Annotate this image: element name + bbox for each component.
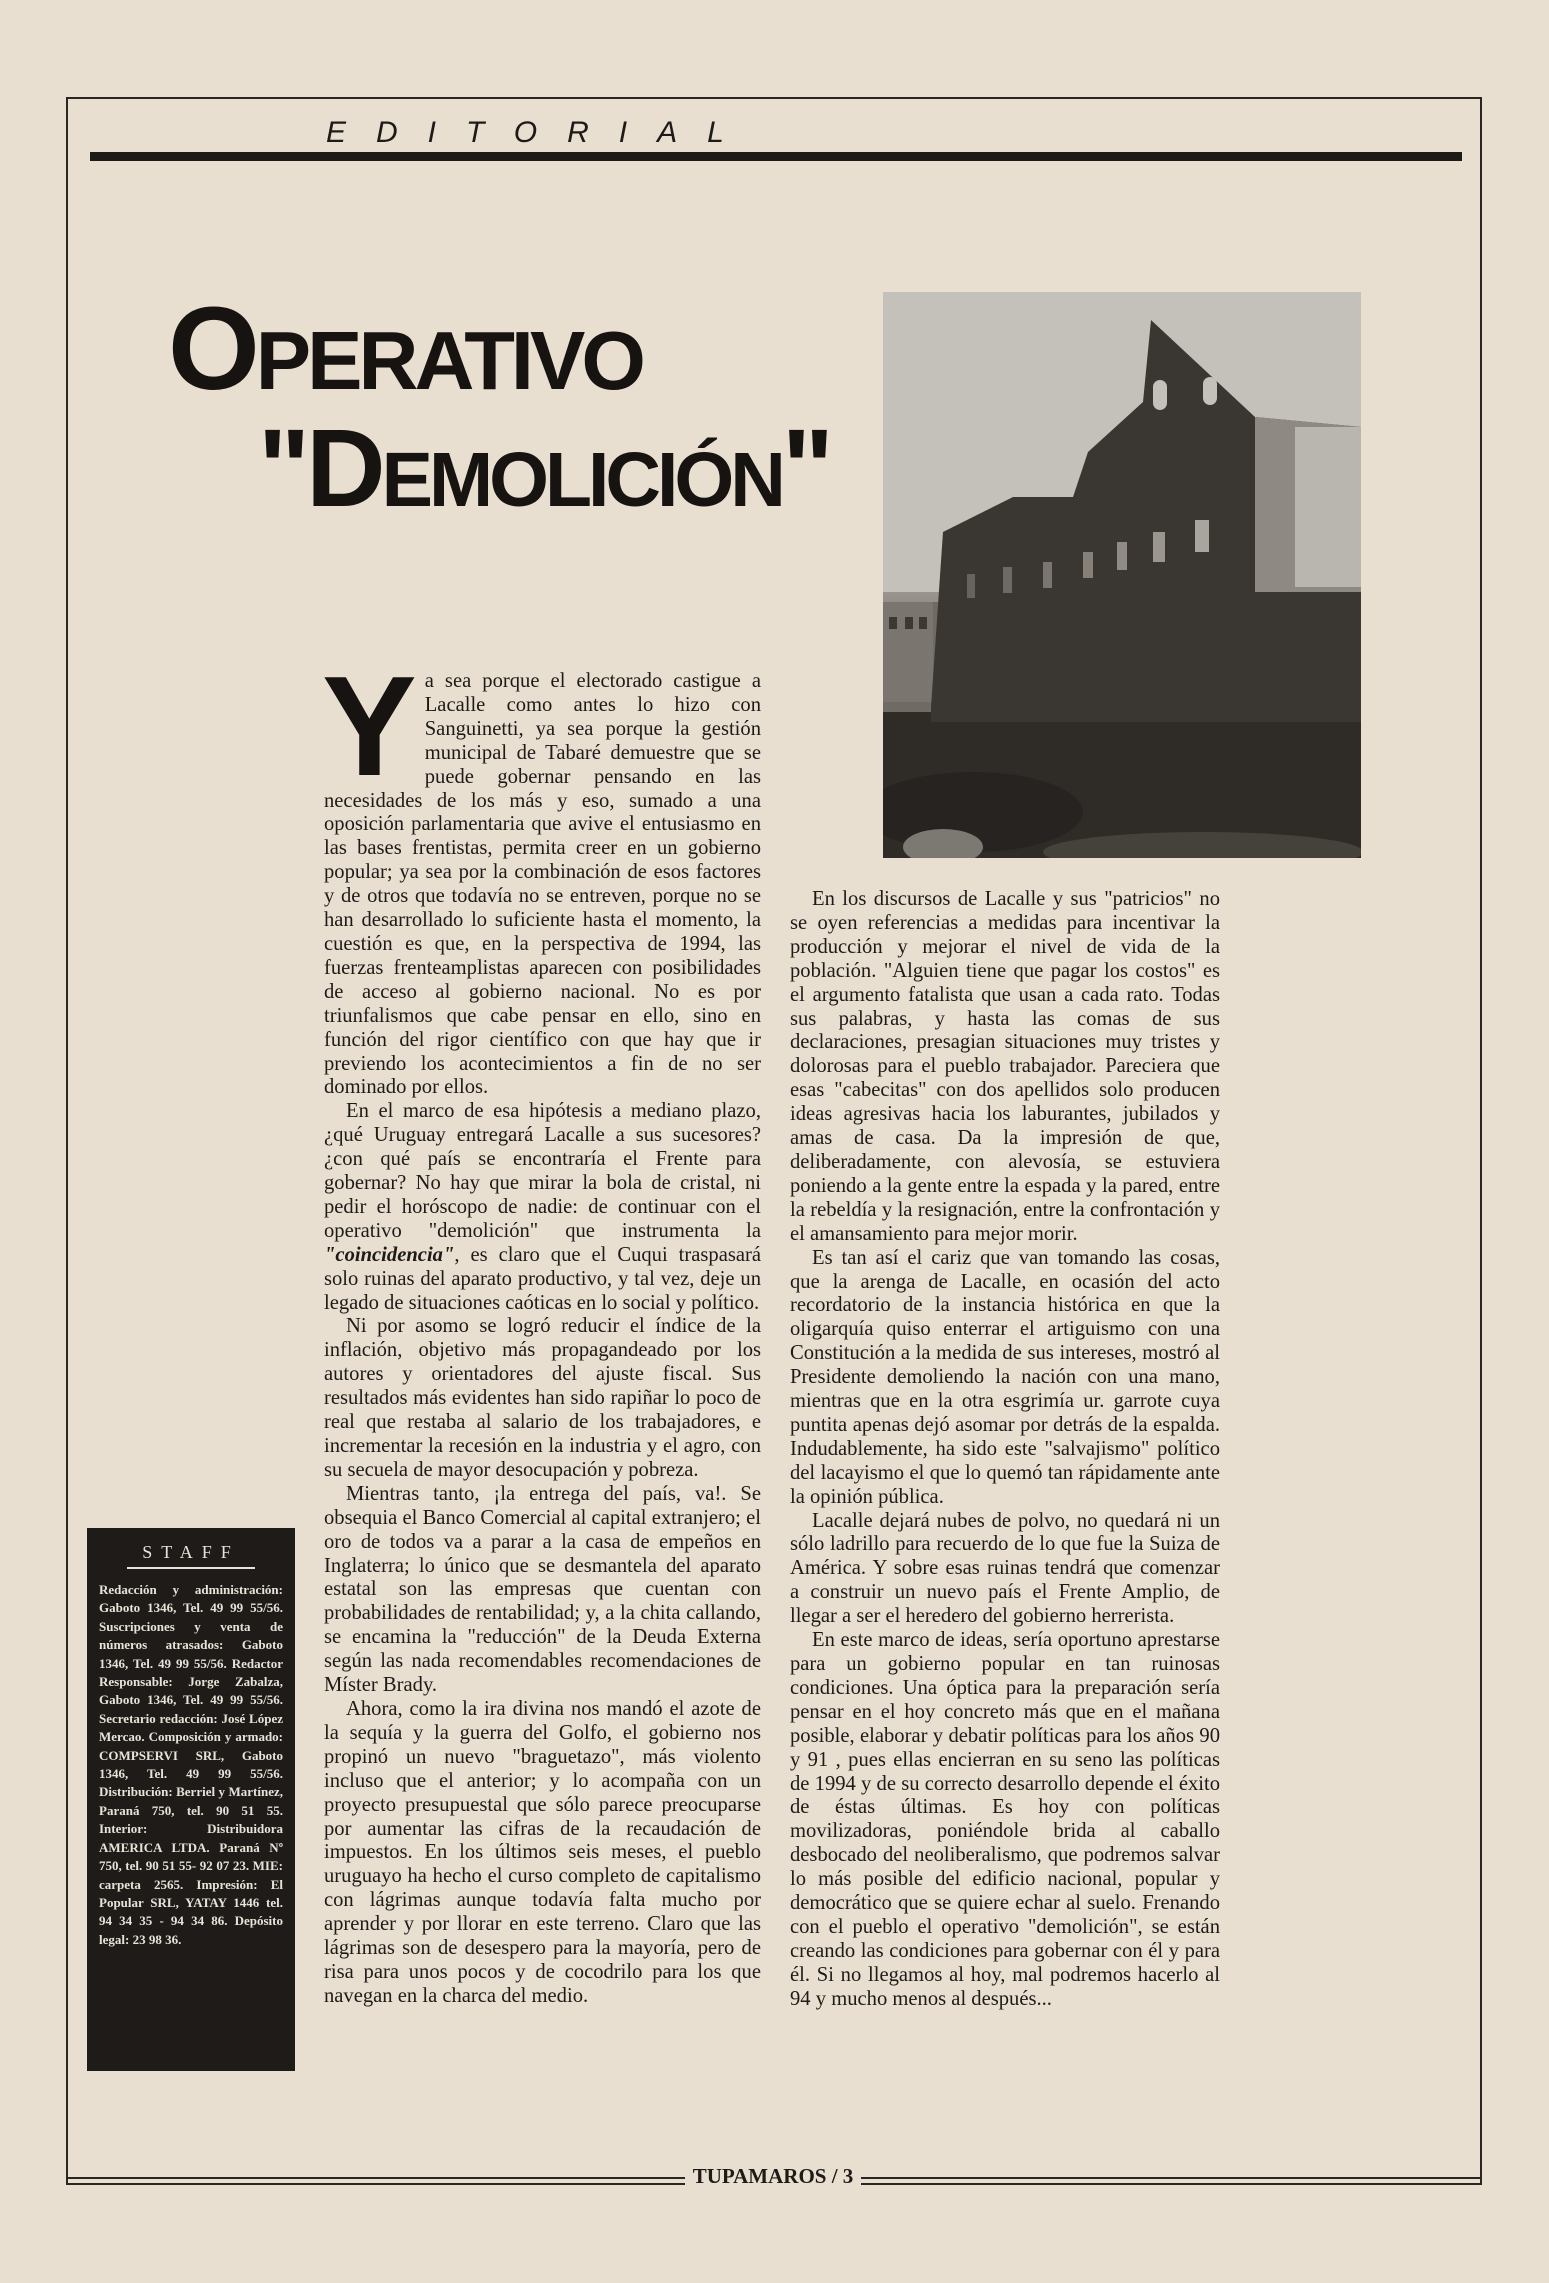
paragraph (324, 1100, 761, 1315)
paragraph: Ahora, como la ira divina nos mandó el azote de la sequía y la guerra del Golfo, el gobierno nos propinó un nuevo "braguetazo", más violento incluso que el anterior; y lo acompaña con un proyecto presupuestal que sólo parece preocuparse por aumentar las cifras de la recaudación de impuestos. En los últimos seis meses, el pueblo uruguayo ha hecho el curso completo de capitalismo con lágrimas aunque todavía falta mucho por aprender y por llorar en este terreno. Claro que las lágrimas son de desespero para la mayoría, pero de risa para unos pocos y de cocodrilo para los que navegan en la charca del medio. (324, 1697, 761, 2007)
staff-title: STAFF (127, 1542, 255, 1569)
paragraph (322, 647, 761, 1100)
paragraph: Mientras tanto, ¡la entrega del país, va!. Se obsequia el Banco Comercial al capital extranjero; el oro de todos va a parar a la casa de empeños en Inglaterra; lo único que se desmantela del aparato estatal son las empresas que cuentan con probabilidades de rentabilidad; y, a la chita callando, se encamina la "reducción" de la Deuda Externa según las nada recomendables recomendaciones de Míster Brady. (324, 1482, 761, 1697)
section-label: EDITORIAL (326, 116, 754, 149)
footer-text: TUPAMAROS / 3 (685, 2164, 862, 2188)
staff-text: Redacción y administración: Gaboto 1346, Tel. 49 99 55/56. Suscripciones y venta de números atrasados: Gaboto 1346, Tel. 49 99 55/56. Redactor Responsable: Jorge Zabalza, Gaboto 1346, Tel. 49 99 55/56. Secretario redacción: José López Mercao. Composición y armado: COMPSERVI SRL, Gaboto 1346, Tel. 49 99 55/56. Distribución: Berriel y Martínez, Paraná 750, tel. 90 51 55. Interior: Distribuidora AMERICA LTDA. Paraná Nº 750, tel. 90 51 55- 92 07 23. MIE: carpeta 2565. Impresión: El Popular SRL, YATAY 1446 tel. 94 34 35 - 94 34 86. Depósito legal: 23 98 36. (99, 1582, 283, 1947)
ruins-photo (883, 292, 1361, 858)
column-2 (790, 888, 1220, 2012)
drop-cap: Y (322, 647, 417, 806)
staff-box (87, 1528, 295, 2071)
paragraph-text: , es claro que el Cuqui traspasará solo ruinas del aparato productivo, y tal vez, deje un legado de situaciones caóticas en lo social y político. (324, 1243, 761, 1314)
paragraph-text: a sea porque el electorado castigue a Lacalle como antes lo hizo con Sanguinetti, ya sea porque la gestión municipal de Tabaré demuestre que se puede gobernar pensando en las necesidades de los más y eso, sumado a una oposición parlamentaria que avive el entusiasmo en las bases frentistas, permita creer en un gobierno popular; ya sea por la combinación de esos factores y de otros que todavía no se entreven, porque no se han desarrollado lo suficiente hasta el momento, la cuestión es que, en la perspectiva de 1994, las fuerzas frenteamplistas aparecen con posibilidades de acceso al gobierno nacional. No es por triunfalismos que cabe pensar en ello, sino en función del rigor científico con que hay que ir previendo los acontecimientos a fin de no ser dominado por ellos. (324, 670, 761, 1099)
headline-line1: Operativo (168, 283, 642, 415)
headline (168, 283, 831, 530)
paragraph: Lacalle dejará nubes de polvo, no quedará ni un sólo ladrillo para recuerdo de lo que fue la Suiza de América. Y sobre esas ruinas tendrá que comenzar a construir un nuevo país el Frente Amplio, de llegar a ser el heredero del gobierno herrerista. (790, 1509, 1220, 1628)
paragraph: Ni por asomo se logró reducir el índice de la inflación, objetivo más propagandeado por los autores y orientadores del ajuste fiscal. Sus resultados más evidentes han sido rapiñar lo poco de real que restaba al salario de los trabajadores, e incrementar la recesión en la industria y el agro, con su secuela de mayor desocupación y pobreza. (324, 1315, 761, 1481)
paragraph: En este marco de ideas, sería oportuno aprestarse para un gobierno popular en tan ruinosas condiciones. Una óptica para la preparación sería pensar en el hoy concreto más que en el mañana posible, elaborar y debatir políticas para los años 90 y 91 , pues ellas encierran en su seno las políticas de 1994 y de su correcto desarrollo depende el éxito de éstas últimas. Es hoy con políticas movilizadoras, poniéndole brida al caballo desbocado del neoliberalismo, que podremos salvar lo más posible del edificio nacional, popular y democrático que se quiere echar al suelo. Frenando con el pueblo el operativo "demolición", se están creando las condiciones para gobernar con él y para él. Si no llegamos al hoy, mal podremos hacerlo al 94 y mucho menos al después... (790, 1629, 1220, 2010)
paragraph: En los discursos de Lacalle y sus "patricios" no se oyen referencias a medidas para incentivar la producción y mejorar el nivel de vida de la población. "Alguien tiene que pagar los costos" es el argumento fatalista que usan a cada rato. Todas sus palabras, y hasta las comas de sus declaraciones, presagian situaciones muy tristes y dolorosas para el pueblo trabajador. Pareciera que esas "cabecitas" con dos apellidos solo producen ideas agresivas hacia los laburantes, jubilados y amas de casa. Da la impresión de que, deliberadamente, con alevosía, se estuviera poniendo a la gente entre la espada y la pared, entre la rebeldía y la resignación, entre la confrontación y el amansamiento para mejor morir. (790, 888, 1220, 1245)
paragraph: Es tan así el cariz que van tomando las cosas, que la arenga de Lacalle, en ocasión del acto recordatorio de la instancia histórica en que la oligarquía quiso enterrar el artiguismo con una Constitución a la medida de sus intereses, mostró al Presidente demoliendo la nación con una mano, mientras que en la otra esgrimía ur. garrote cuya puntita apenas dejó asomar por detrás de la espalda. Indudablemente, ha sido este "salvajismo" político del lacayismo el que lo quemó tan rápidamente ante la opinión pública. (790, 1246, 1220, 1508)
headline-line2: "Demolición" (258, 407, 831, 530)
paragraph-text: En el marco de esa hipótesis a mediano plazo, ¿qué Uruguay entregará Lacalle a sus sucesores? ¿con qué país se encontraría el Frente para gobernar? No hay que mirar la bola de cristal, ni pedir el horóscopo de nadie: de continuar con el operativo "demolición" que instrumenta la (324, 1100, 761, 1242)
header-rule (90, 152, 1462, 161)
emphasis-text: "coincidencia" (324, 1243, 455, 1266)
page-footer (66, 2164, 1480, 2189)
column-1 (322, 647, 761, 2009)
